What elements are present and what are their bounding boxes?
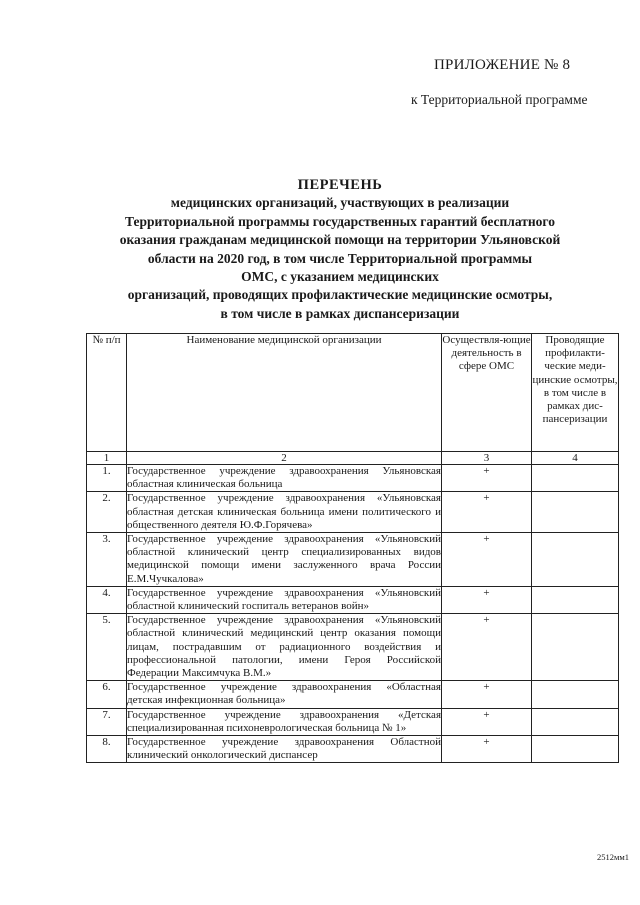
document-code: 2512мм1 <box>596 852 629 862</box>
table-row <box>87 465 619 492</box>
column-number: 3 <box>442 452 532 465</box>
appendix-reference: к Территориальной программе <box>411 92 588 107</box>
preventive-mark <box>532 681 619 708</box>
appendix-label: ПРИЛОЖЕНИЕ № 8 <box>434 57 571 73</box>
oms-mark: + <box>442 465 532 492</box>
row-number: 3. <box>87 533 127 587</box>
row-number: 5. <box>87 614 127 681</box>
oms-mark: + <box>442 586 532 613</box>
preventive-mark <box>532 736 619 763</box>
table-row <box>87 614 619 681</box>
preventive-mark <box>532 465 619 492</box>
column-number: 1 <box>87 452 127 465</box>
row-number: 4. <box>87 586 127 613</box>
title-line: области на 2020 год, в том числе Территориальной программы <box>147 250 533 266</box>
preventive-mark <box>532 492 619 533</box>
row-number: 2. <box>87 492 127 533</box>
column-numbers-row <box>87 452 619 465</box>
organization-name: Государственное учреждение здравоохранения Областной клинический онкологический диспансер <box>127 736 441 762</box>
title-line: оказания гражданам медицинской помощи на территории Ульяновской <box>119 232 561 248</box>
organization-name: Государственное учреждение здравоохранения «Ульяновский областной клинический центр специализированных видов медицинской помощи имени заслуженного врача России Е.М.Чучкалова» <box>127 533 441 585</box>
document-title <box>60 176 620 323</box>
oms-mark: + <box>442 614 532 681</box>
header-preventive-exams: Проводящие профилакти-ческие меди-цинские осмотры, в том числе в рамках дис-пансеризации <box>532 334 619 452</box>
title-heading: ПЕРЕЧЕНЬ <box>297 177 383 193</box>
table-row <box>87 708 619 735</box>
table-row <box>87 681 619 708</box>
row-number: 1. <box>87 465 127 492</box>
table-row <box>87 586 619 613</box>
organizations-table <box>86 333 619 763</box>
title-line: ОМС, с указанием медицинских <box>241 269 439 285</box>
table-row <box>87 736 619 763</box>
oms-mark: + <box>442 681 532 708</box>
oms-mark: + <box>442 533 532 587</box>
organization-name: Государственное учреждение здравоохранения «Ульяновский областной клинический медицинский центр оказания помощи лицам, пострадавшим от радиационного воздействия и профессиональной патологии, имени Героя Российской Федерации Максимчука В.М.» <box>127 614 441 680</box>
oms-mark: + <box>442 736 532 763</box>
table-header-row <box>87 334 619 452</box>
organization-name: Государственное учреждение здравоохранения «Областная детская инфекционная больница» <box>127 681 441 707</box>
organization-name: Государственное учреждение здравоохранения «Детская специализированная психоневрологическая больница № 1» <box>127 708 441 734</box>
table-row <box>87 533 619 587</box>
preventive-mark <box>532 614 619 681</box>
row-number: 8. <box>87 736 127 763</box>
column-number: 2 <box>127 452 442 465</box>
title-line: в том числе в рамках диспансеризации <box>220 305 460 321</box>
table-row <box>87 492 619 533</box>
oms-mark: + <box>442 492 532 533</box>
preventive-mark <box>532 708 619 735</box>
header-oms: Осуществля-ющие деятельность в сфере ОМС <box>442 334 532 452</box>
organization-name: Государственное учреждение здравоохранения Ульяновская областная клиническая больница <box>127 465 441 491</box>
oms-mark: + <box>442 708 532 735</box>
header-organization-name: Наименование медицинской организации <box>127 334 442 452</box>
preventive-mark <box>532 586 619 613</box>
title-line: Территориальной программы государственных гарантий бесплатного <box>125 213 555 229</box>
title-line: организаций, проводящих профилактические медицинские осмотры, <box>127 287 553 303</box>
column-number: 4 <box>532 452 619 465</box>
preventive-mark <box>532 533 619 587</box>
title-line: медицинских организаций, участвующих в реализации <box>170 195 510 211</box>
header-number: № п/п <box>87 334 127 452</box>
organization-name: Государственное учреждение здравоохранения «Ульяновский областной клинический госпиталь ветеранов войн» <box>127 586 441 613</box>
organization-name: Государственное учреждение здравоохранения «Ульяновская областная детская клиническая больница имени политического и общественного деятеля Ю.Ф.Горячева» <box>127 492 441 531</box>
row-number: 6. <box>87 681 127 708</box>
row-number: 7. <box>87 708 127 735</box>
